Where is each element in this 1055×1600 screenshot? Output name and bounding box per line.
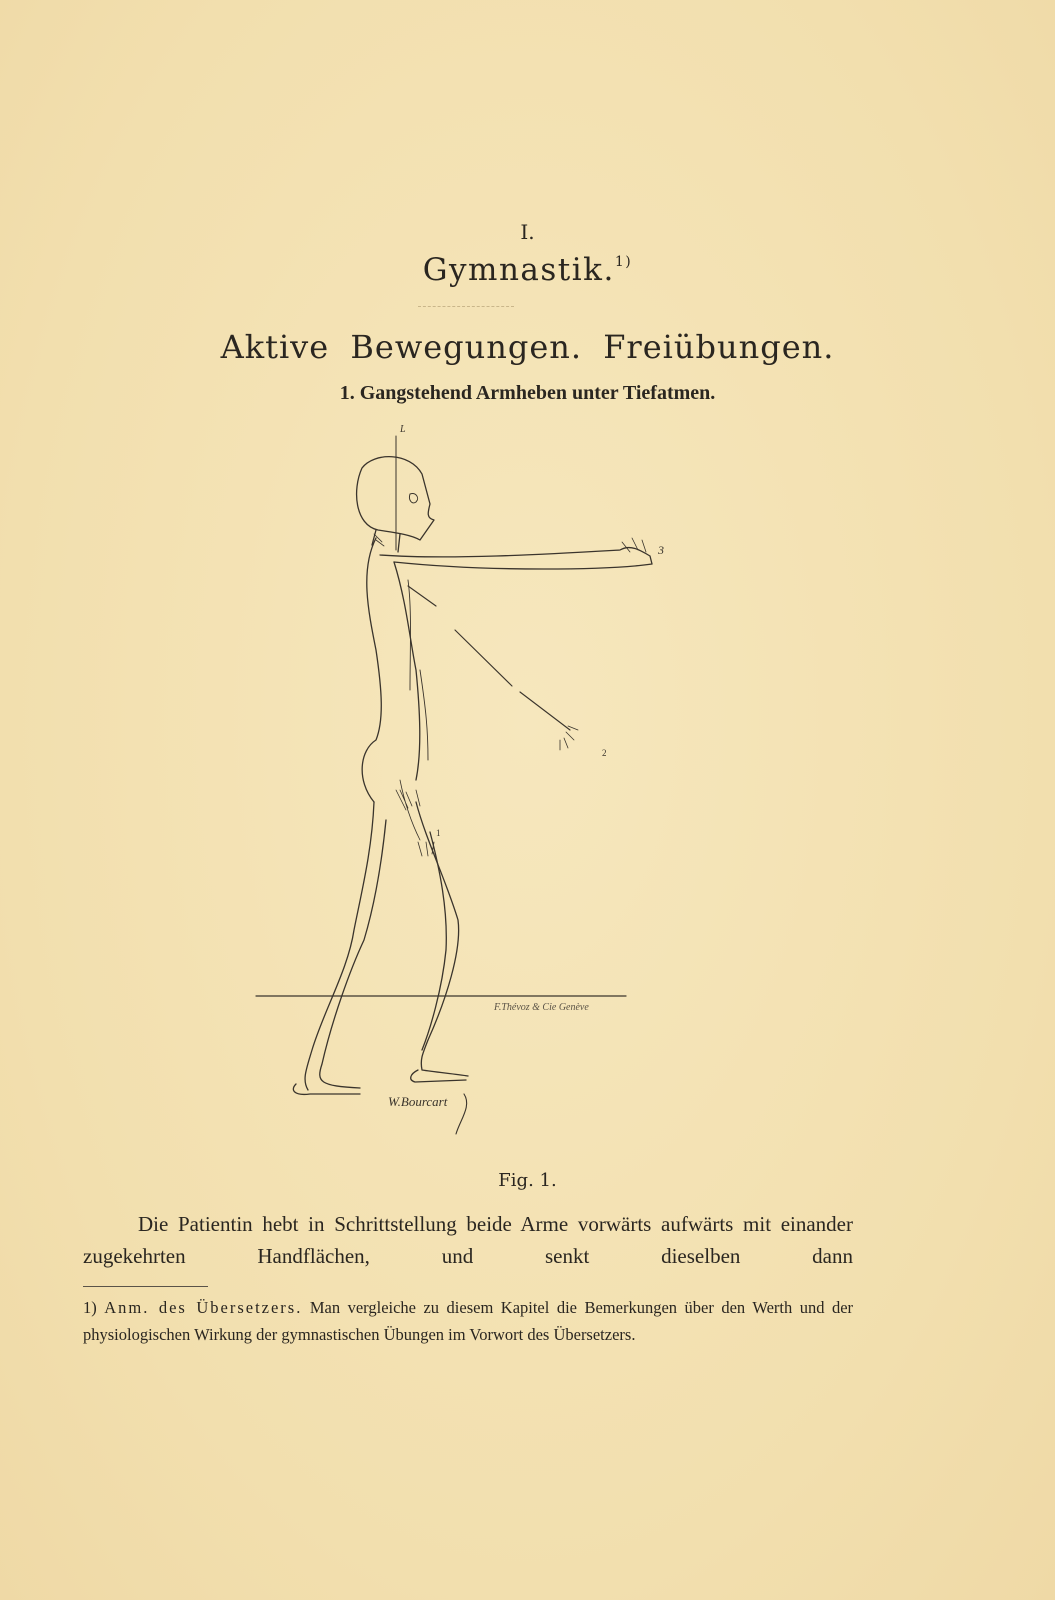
decorative-rule [418,306,514,307]
footnote-marker: 1) [83,1298,97,1317]
footnote-label: Anm. des Übersetzers. [104,1298,303,1317]
standing-figure-drawing [256,436,652,1134]
footnote-divider [83,1286,208,1287]
chapter-number: I. [520,220,535,244]
figure-label-top: L [400,424,406,435]
figure-label-2: 2 [602,748,607,758]
chapter-title [0,252,1055,288]
exercise-title: 1. Gangstehend Armheben unter Tiefatmen. [339,382,716,404]
engraver-credit: F.Thévoz & Cie Genève [494,1002,589,1013]
footnote [83,1294,853,1348]
footnote-text: Man vergleiche zu diesem Kapitel die Bemerkungen über den Werth und der physiologischen Wirkung der gymnastischen Übungen im Vorwort des Übersetzers. [83,1298,854,1344]
section-title: Aktive Bewegungen. Freiübungen. [220,328,835,366]
body-text: Die Patientin hebt in Schrittstellung beide Arme vorwärts aufwärts mit einander zugekehrten Handflächen, und senkt dieselben dann [83,1212,853,1268]
body-paragraph [83,1208,853,1272]
footnote-reference: 1) [614,254,633,270]
figure-label-3: 3 [658,543,664,557]
figure-caption: Fig. 1. [498,1170,557,1191]
figure-illustration [250,424,680,1160]
chapter-title-text: Gymnastik. [422,252,615,288]
artist-signature: W.Bourcart [388,1094,448,1109]
figure-label-1: 1 [436,828,441,838]
